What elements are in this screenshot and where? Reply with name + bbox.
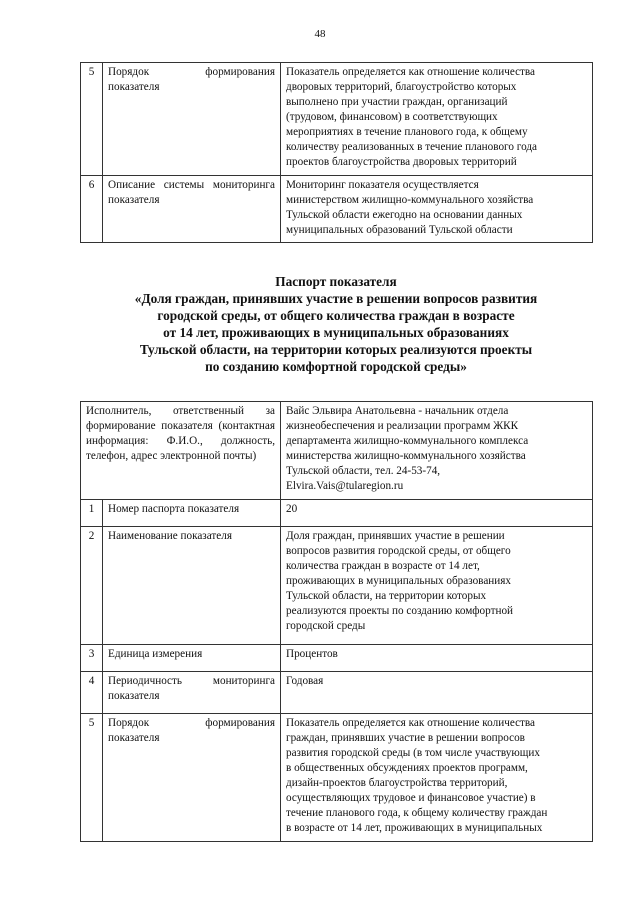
row-label: Описание системы мониторинга показателя [103, 176, 281, 243]
value-line: Тульской области, тел. 24-53-74, [286, 465, 441, 477]
table-row [81, 176, 593, 243]
row-number: 5 [81, 63, 103, 176]
row-number: 6 [81, 176, 103, 243]
value-line: мероприятиях в течение планового года, к общему [286, 126, 528, 138]
value-line: дизайн-проектов благоустройства территорий, [286, 777, 508, 789]
value-line: выполнено при участии граждан, организаций [286, 96, 508, 108]
value-line: Доля граждан, принявших участие в решении [286, 530, 505, 542]
value-line: осуществляющих трудовое и финансовое участие) в [286, 792, 536, 804]
passport-title [80, 273, 592, 375]
table-row [81, 402, 593, 500]
value-line: жизнеобеспечения и реализации программ ЖКК [286, 420, 519, 432]
title-line: Паспорт показателя [275, 274, 397, 289]
value-line: Показатель определяется как отношение количества [286, 717, 536, 729]
title-line: городской среды, от общего количества граждан в возрасте [157, 308, 515, 323]
table-row [81, 714, 593, 842]
row-number: 1 [81, 500, 103, 527]
page-number: 48 [314, 28, 326, 40]
row-value [281, 714, 593, 842]
row-label: Наименование показателя [103, 527, 281, 645]
row-value [281, 645, 593, 672]
value-line: городской среды [286, 620, 366, 632]
title-line: по созданию комфортной городской среды» [205, 359, 467, 374]
value-line: (трудовом, финансовом) в соответствующих [286, 111, 498, 123]
value-line: Тульской области, на территории которых [286, 590, 487, 602]
row-label: Периодичность мониторинга показателя [103, 672, 281, 714]
table-row [81, 527, 593, 645]
value-line: Годовая [286, 675, 324, 687]
title-line: от 14 лет, проживающих в муниципальных образованиях [163, 325, 509, 340]
title-line: Тульской области, на территории которых реализуются проекты [139, 342, 533, 357]
value-line: количества граждан в возрасте от 14 лет, [286, 560, 480, 572]
row-label: Номер паспорта показателя [103, 500, 281, 527]
value-line: министерства жилищно-коммунального хозяйства [286, 450, 526, 462]
value-line: в возрасте от 14 лет, проживающих в муниципальных [286, 822, 543, 834]
value-line: департамента жилищно-коммунального комплекса [286, 435, 529, 447]
value-line: Процентов [286, 648, 338, 660]
table-row [81, 672, 593, 714]
value-line: Тульской области ежегодно на основании данных [286, 209, 523, 221]
value-line: Мониторинг показателя осуществляется [286, 179, 479, 191]
value-line: 20 [286, 503, 298, 515]
row-number: 3 [81, 645, 103, 672]
value-line: муниципальных образований Тульской области [286, 224, 513, 236]
value-line: Вайс Эльвира Анатольевна - начальник отдела [286, 405, 509, 417]
row-number: 2 [81, 527, 103, 645]
indicator-table-continued [80, 62, 593, 243]
row-value [281, 176, 593, 243]
row-label: Порядок формирования показателя [103, 63, 281, 176]
row-label: Порядок формирования показателя [103, 714, 281, 842]
value-line: проектов благоустройства дворовых территорий [286, 156, 517, 168]
value-line: Показатель определяется как отношение количества [286, 66, 536, 78]
table-row [81, 645, 593, 672]
row-value [281, 63, 593, 176]
value-line: развития городской среды (в том числе участвующих [286, 747, 540, 759]
value-line: количеству реализованных в течение планового года [286, 141, 537, 153]
value-line: течение планового года, к общему количеству граждан [286, 807, 548, 819]
title-line: «Доля граждан, принявших участие в решении вопросов развития [134, 291, 538, 306]
executor-label: Исполнитель, ответственный за формирование показателя (контактная информация: Ф.И.О., должность, телефон, адрес электронной почты) [81, 402, 281, 500]
table-row [81, 63, 593, 176]
row-number: 4 [81, 672, 103, 714]
executor-value [281, 402, 593, 500]
passport-table [80, 401, 593, 842]
value-line: реализуются проекты по созданию комфортной [286, 605, 514, 617]
row-label: Единица измерения [103, 645, 281, 672]
row-value [281, 500, 593, 527]
value-line: граждан, принявших участие в решении вопросов [286, 732, 525, 744]
value-line: Elvira.Vais@tularegion.ru [286, 480, 404, 492]
table-row [81, 500, 593, 527]
value-line: в общественных обсуждениях проектов программ, [286, 762, 528, 774]
row-value [281, 527, 593, 645]
value-line: дворовых территорий, благоустройство которых [286, 81, 517, 93]
row-number: 5 [81, 714, 103, 842]
value-line: вопросов развития городской среды, от общего [286, 545, 511, 557]
row-value [281, 672, 593, 714]
value-line: министерством жилищно-коммунального хозяйства [286, 194, 534, 206]
value-line: проживающих в муниципальных образованиях [286, 575, 512, 587]
